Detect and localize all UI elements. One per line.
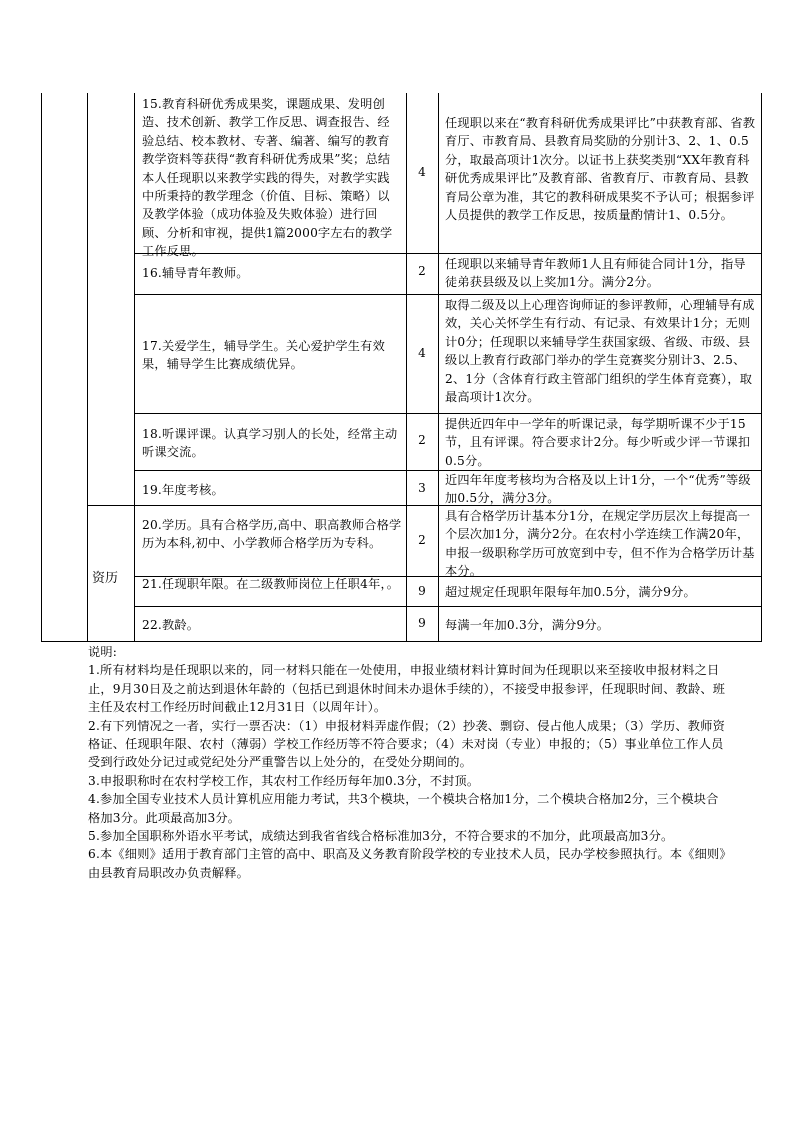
table-row-score: 2	[418, 264, 426, 278]
table-row-score: 3	[418, 481, 426, 495]
table-row-score: 9	[418, 616, 426, 630]
table-row-rule: 具有合格学历计基本分1分，在规定学历层次上每提高一个层次加1分，满分2分。在农村小学连续工作满20年，申报一级职称学历可放宽到中专，但不作为合格学历计基本分。	[445, 509, 755, 579]
row-line	[134, 253, 762, 254]
note-item: 6.本《细则》适用于教育部门主管的高中、职高及义务教育阶段学校的专业技术人员，民办学校参照执行。本《细则》由县教育局职改办负责解释。	[88, 847, 726, 880]
table-row-item: 22.教龄。	[142, 618, 200, 632]
table-divider-score	[406, 93, 407, 642]
table-row-rule: 任现职以来在“教育科研优秀成果评比”中获教育部、省教育厅、市教育局、县教育局奖励的分别计3、2、1、0.5分，取最高项计1次分。以证书上获奖类别“XX年教育科研优秀成果评比”及教育部、省教育厅、市教育局、县教育局公章为准，其它的教科研成果奖不予认可；根据参评人员提供的教学工作反思，按质量酌情计1、0.5分。	[445, 116, 756, 223]
table-row-item: 18.听课评课。认真学习别人的长处，经常主动听课交流。	[142, 427, 398, 460]
table-row-score: 9	[418, 584, 426, 598]
table-row-score: 4	[418, 165, 426, 179]
row-line	[134, 413, 762, 414]
table-row-rule: 超过规定任现职年限每年加0.5分，满分9分。	[445, 585, 696, 599]
table-row-item: 16.辅导青年教师。	[142, 266, 249, 280]
table-row-rule: 取得二级及以上心理咨询师证的参评教师，心理辅导有成效，关心关怀学生有行动、有记录、有效果计1分；无则计0分；任现职以来辅导学生获国家级、省级、市级、县级以上教育行政部门举办的学生竞赛奖分别计3、2.5、2、1分（含体育行政主管部门组织的学生体育竞赛），取最高项计1次分。	[445, 298, 755, 405]
category-label: 资历	[92, 571, 119, 586]
table-row-rule: 近四年年度考核均为合格及以上计1分，一个“优秀”等级加0.5分，满分3分。	[445, 473, 751, 506]
table-row-item: 17.关爱学生，辅导学生。关心爱护学生有效果，辅导学生比赛成绩优异。	[142, 339, 385, 372]
row-line	[134, 294, 762, 295]
table-row-item: 19.年度考核。	[142, 483, 224, 497]
table-row-rule: 提供近四年中一学年的听课记录，每学期听课不少于15节，且有评课。符合要求计2分。每少听或少评一节课扣0.5分。	[445, 417, 751, 468]
table-divider-item	[134, 93, 135, 642]
notes-section	[88, 643, 728, 882]
table-divider-category	[87, 93, 88, 642]
table-border-bottom	[41, 641, 762, 642]
table-row-item: 21.任现职年限。在二级教师岗位上任职4年，。	[142, 577, 400, 591]
note-item: 5.参加全国职称外语水平考试，成绩达到我省省线合格标准加3分，不符合要求的不加分，此项最高加3分。	[88, 829, 674, 844]
note-item: 4.参加全国专业技术人员计算机应用能力考试，共3个模块，一个模块合格加1分，二个模块合格加2分，三个模块合格加3分。此项最高加3分。	[88, 792, 719, 825]
table-row-score: 4	[418, 346, 426, 360]
table-row-item: 15.教育科研优秀成果奖，课题成果、发明创造、技术创新、教学工作反思、调查报告、经验总结、校本教材、专著、编著、编写的教育教学资料等获得“教育科研优秀成果”奖；总结本人任现职以来教学实践的得失，对教学实践中所秉持的教学理念（价值、目标、策略）以及教学体验（成功体验及失败体验）进行回顾、分析和审视，提供1篇2000字左右的教学工作反思。	[142, 97, 393, 259]
note-item: 2.有下列情况之一者，实行一票否决：（1）申报材料弄虚作假；（2）抄袭、剽窃、侵占他人成果；（3）学历、教师资格证、任现职年限、农村（薄弱）学校工作经历等不符合要求；（4）未对岗（专业）申报的；（5）事业单位工作人员受到行政处分记过或党纪处分严重警告以上处分的，在受处分期间的。	[88, 718, 725, 770]
table-border-left	[41, 93, 42, 642]
table-border-right	[761, 93, 762, 642]
table-divider-rule	[438, 93, 439, 642]
table-row-score: 2	[418, 533, 426, 547]
table-row-score: 2	[418, 433, 426, 447]
note-item: 3.申报职称时在农村学校工作，其农村工作经历每年加0.3分，不封顶。	[88, 773, 480, 788]
table-row-rule: 任现职以来辅导青年教师1人且有师徒合同计1分，指导徒弟获县级及以上奖加1分。满分2分。	[445, 257, 746, 290]
table-row-item: 20.学历。具有合格学历,高中、职高教师合格学历为本科,初中、小学教师合格学历为专科。	[142, 518, 402, 551]
notes-title: 说明:	[88, 645, 118, 659]
table-row-rule: 每满一年加0.3分，满分9分。	[445, 618, 610, 632]
note-item: 1.所有材料均是任现职以来的，同一材料只能在一处使用，申报业绩材料计算时间为任现职以来至接收申报材料之日止，9月30日及之前达到退休年龄的（包括已到退休时间未办退休手续的），不接受申报参评，任现职时间、教龄、班主任及农村工作经历时间截止12月31日（以周年计）。	[88, 663, 726, 715]
scoring-table	[41, 93, 762, 642]
